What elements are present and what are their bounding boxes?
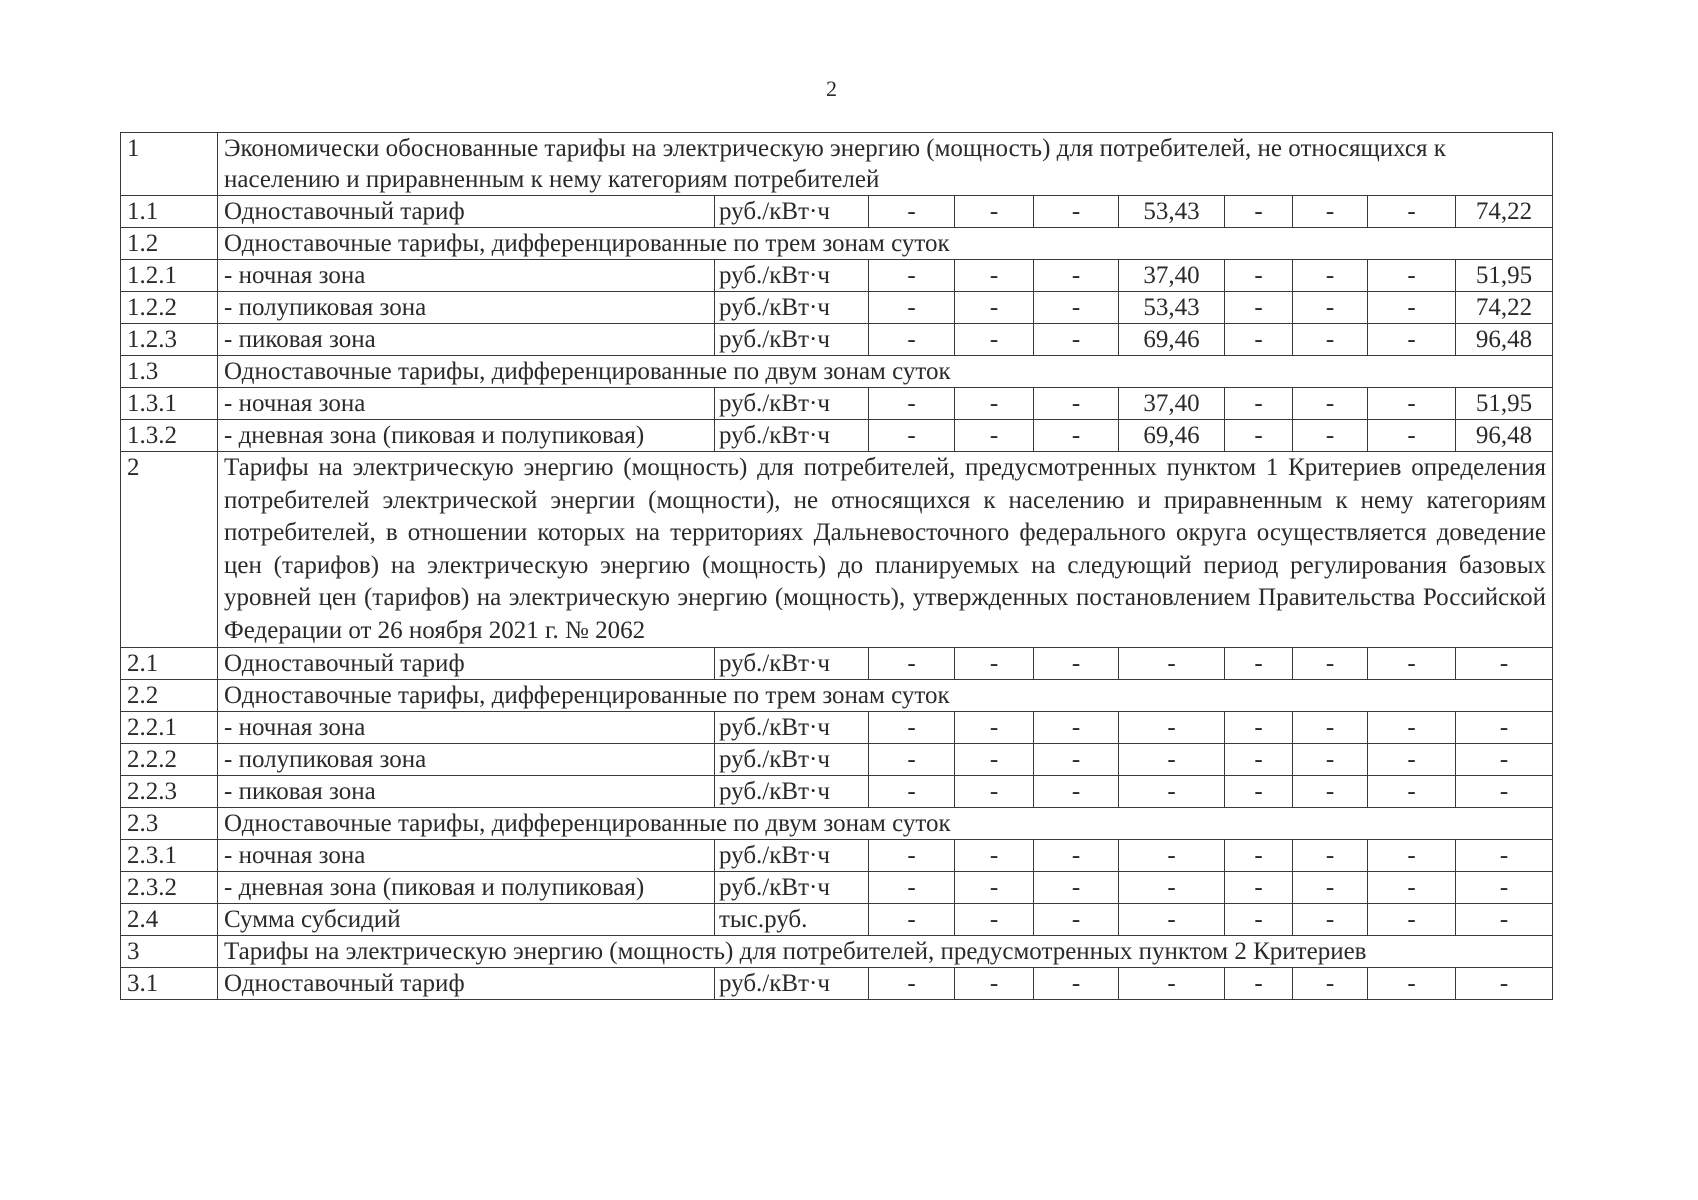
value-cell: -: [1293, 260, 1368, 292]
value-cell: -: [869, 196, 955, 228]
table-row: [121, 324, 1553, 356]
row-name: - ночная зона: [218, 260, 715, 292]
value-cell: -: [1034, 904, 1119, 936]
value-cell: -: [869, 776, 955, 808]
value-cell: -: [1456, 968, 1553, 1000]
section-row: [121, 356, 1553, 388]
value-cell: 51,95: [1456, 388, 1553, 420]
row-unit: руб./кВт·ч: [715, 968, 869, 1000]
row-name: - полупиковая зона: [218, 744, 715, 776]
value-cell: -: [1293, 744, 1368, 776]
value-cell: -: [1456, 840, 1553, 872]
value-cell: -: [1034, 872, 1119, 904]
value-cell: 69,46: [1119, 324, 1225, 356]
row-code: 2.2.2: [121, 744, 218, 776]
section-row: [121, 936, 1553, 968]
value-cell: -: [1293, 776, 1368, 808]
value-cell: -: [955, 292, 1034, 324]
tariff-body: [121, 133, 1553, 1000]
value-cell: -: [1034, 196, 1119, 228]
table-row: [121, 420, 1553, 452]
section-title: Экономически обоснованные тарифы на электрическую энергию (мощность) для потребителей, не относящихся к населению и приравненным к нему категориям потребителей: [218, 133, 1553, 196]
section-row: [121, 808, 1553, 840]
value-cell: 74,22: [1456, 196, 1553, 228]
row-unit: руб./кВт·ч: [715, 324, 869, 356]
table-row: [121, 292, 1553, 324]
value-cell: -: [955, 388, 1034, 420]
value-cell: -: [1225, 388, 1293, 420]
value-cell: -: [869, 840, 955, 872]
value-cell: -: [1293, 872, 1368, 904]
row-code: 1.2: [121, 228, 218, 260]
value-cell: -: [1368, 712, 1456, 744]
value-cell: -: [1293, 904, 1368, 936]
value-cell: -: [1034, 292, 1119, 324]
value-cell: -: [869, 968, 955, 1000]
value-cell: -: [1456, 872, 1553, 904]
value-cell: -: [1225, 420, 1293, 452]
section-row: [121, 452, 1553, 648]
row-code: 3.1: [121, 968, 218, 1000]
table-row: [121, 648, 1553, 680]
value-cell: -: [1034, 648, 1119, 680]
row-name: - дневная зона (пиковая и полупиковая): [218, 872, 715, 904]
row-code: 1.3: [121, 356, 218, 388]
value-cell: -: [1368, 904, 1456, 936]
value-cell: -: [1293, 968, 1368, 1000]
row-code: 1.3.2: [121, 420, 218, 452]
value-cell: -: [1034, 712, 1119, 744]
value-cell: -: [1368, 196, 1456, 228]
row-unit: руб./кВт·ч: [715, 744, 869, 776]
value-cell: -: [1225, 260, 1293, 292]
value-cell: 96,48: [1456, 420, 1553, 452]
value-cell: -: [955, 196, 1034, 228]
row-name: Одноставочный тариф: [218, 968, 715, 1000]
row-name: - ночная зона: [218, 840, 715, 872]
value-cell: -: [955, 904, 1034, 936]
page-number: 2: [826, 76, 837, 101]
value-cell: -: [1225, 196, 1293, 228]
row-code: 2: [121, 452, 218, 648]
row-code: 2.2: [121, 680, 218, 712]
row-name: - пиковая зона: [218, 324, 715, 356]
value-cell: -: [1293, 292, 1368, 324]
value-cell: -: [1225, 968, 1293, 1000]
value-cell: 37,40: [1119, 388, 1225, 420]
value-cell: -: [1368, 388, 1456, 420]
value-cell: -: [1034, 388, 1119, 420]
value-cell: -: [1225, 648, 1293, 680]
value-cell: -: [955, 420, 1034, 452]
value-cell: -: [955, 840, 1034, 872]
row-unit: руб./кВт·ч: [715, 712, 869, 744]
value-cell: -: [1034, 260, 1119, 292]
value-cell: -: [869, 388, 955, 420]
table-row: [121, 744, 1553, 776]
row-unit: руб./кВт·ч: [715, 648, 869, 680]
value-cell: -: [1368, 872, 1456, 904]
row-code: 1.2.1: [121, 260, 218, 292]
value-cell: -: [869, 872, 955, 904]
row-code: 2.2.1: [121, 712, 218, 744]
row-name: - ночная зона: [218, 388, 715, 420]
value-cell: -: [955, 872, 1034, 904]
value-cell: -: [955, 324, 1034, 356]
row-code: 1: [121, 133, 218, 196]
value-cell: -: [1293, 840, 1368, 872]
row-unit: руб./кВт·ч: [715, 292, 869, 324]
value-cell: -: [955, 744, 1034, 776]
section-row: [121, 228, 1553, 260]
value-cell: -: [1119, 648, 1225, 680]
value-cell: -: [869, 260, 955, 292]
row-code: 2.3.1: [121, 840, 218, 872]
row-unit: руб./кВт·ч: [715, 872, 869, 904]
value-cell: -: [1368, 840, 1456, 872]
value-cell: -: [955, 968, 1034, 1000]
row-name: - пиковая зона: [218, 776, 715, 808]
value-cell: -: [955, 776, 1034, 808]
value-cell: -: [955, 648, 1034, 680]
value-cell: -: [1456, 712, 1553, 744]
value-cell: -: [1293, 324, 1368, 356]
value-cell: -: [869, 420, 955, 452]
section-row: [121, 680, 1553, 712]
section-title: Тарифы на электрическую энергию (мощность) для потребителей, предусмотренных пунктом 2 Критериев: [218, 936, 1553, 968]
value-cell: 74,22: [1456, 292, 1553, 324]
value-cell: -: [1225, 712, 1293, 744]
value-cell: -: [1225, 292, 1293, 324]
row-code: 3: [121, 936, 218, 968]
value-cell: -: [1225, 324, 1293, 356]
value-cell: -: [1293, 420, 1368, 452]
value-cell: -: [1225, 776, 1293, 808]
row-code: 1.1: [121, 196, 218, 228]
row-name: Одноставочный тариф: [218, 196, 715, 228]
section-title: Тарифы на электрическую энергию (мощность) для потребителей, предусмотренных пунктом 1 Критериев определения потребителей электрической энергии (мощности), не относящихся к населению и приравненным к нему категориям потребителей, в отношении которых на территориях Дальневосточного федерального округа осуществляется доведение цен (тарифов) на электрическую энергию (мощность) до планируемых на следующий период регулирования базовых уровней цен (тарифов) на электрическую энергию (мощность), утвержденных постановлением Правительства Российской Федерации от 26 ноября 2021 г. № 2062: [218, 452, 1553, 648]
table-row: [121, 388, 1553, 420]
value-cell: -: [1034, 840, 1119, 872]
row-code: 1.2.3: [121, 324, 218, 356]
value-cell: -: [1225, 904, 1293, 936]
value-cell: 96,48: [1456, 324, 1553, 356]
value-cell: -: [1368, 324, 1456, 356]
value-cell: -: [1119, 776, 1225, 808]
section-title: Одноставочные тарифы, дифференцированные по трем зонам суток: [218, 680, 1553, 712]
value-cell: -: [1225, 840, 1293, 872]
value-cell: -: [1119, 712, 1225, 744]
value-cell: -: [1034, 420, 1119, 452]
value-cell: 37,40: [1119, 260, 1225, 292]
table-row: [121, 712, 1553, 744]
value-cell: -: [955, 712, 1034, 744]
value-cell: -: [1456, 776, 1553, 808]
row-name: - полупиковая зона: [218, 292, 715, 324]
value-cell: -: [1368, 292, 1456, 324]
value-cell: -: [1225, 872, 1293, 904]
row-unit: руб./кВт·ч: [715, 196, 869, 228]
value-cell: -: [1034, 968, 1119, 1000]
row-code: 2.4: [121, 904, 218, 936]
value-cell: -: [1119, 872, 1225, 904]
row-name: Одноставочный тариф: [218, 648, 715, 680]
value-cell: -: [1225, 744, 1293, 776]
value-cell: -: [869, 904, 955, 936]
value-cell: -: [1034, 776, 1119, 808]
row-code: 2.1: [121, 648, 218, 680]
value-cell: -: [1119, 840, 1225, 872]
value-cell: -: [1368, 776, 1456, 808]
row-unit: руб./кВт·ч: [715, 420, 869, 452]
value-cell: 51,95: [1456, 260, 1553, 292]
value-cell: -: [1368, 648, 1456, 680]
value-cell: -: [1293, 648, 1368, 680]
value-cell: -: [869, 648, 955, 680]
value-cell: -: [1293, 388, 1368, 420]
value-cell: -: [869, 324, 955, 356]
row-name: - дневная зона (пиковая и полупиковая): [218, 420, 715, 452]
value-cell: -: [1368, 420, 1456, 452]
row-unit: руб./кВт·ч: [715, 840, 869, 872]
row-unit: руб./кВт·ч: [715, 388, 869, 420]
row-code: 1.2.2: [121, 292, 218, 324]
value-cell: 53,43: [1119, 196, 1225, 228]
row-unit: руб./кВт·ч: [715, 260, 869, 292]
row-code: 2.3: [121, 808, 218, 840]
table-row: [121, 196, 1553, 228]
row-name: Сумма субсидий: [218, 904, 715, 936]
table-row: [121, 260, 1553, 292]
value-cell: -: [1368, 744, 1456, 776]
value-cell: -: [1293, 196, 1368, 228]
value-cell: 69,46: [1119, 420, 1225, 452]
row-unit: тыс.руб.: [715, 904, 869, 936]
tariff-table: [120, 132, 1553, 1000]
table-row: [121, 872, 1553, 904]
value-cell: -: [1034, 744, 1119, 776]
table-row: [121, 776, 1553, 808]
table-row: [121, 840, 1553, 872]
table-row: [121, 904, 1553, 936]
value-cell: -: [869, 292, 955, 324]
value-cell: -: [869, 712, 955, 744]
value-cell: -: [955, 260, 1034, 292]
value-cell: -: [1456, 904, 1553, 936]
value-cell: -: [1456, 648, 1553, 680]
section-title: Одноставочные тарифы, дифференцированные по двум зонам суток: [218, 356, 1553, 388]
value-cell: -: [1119, 744, 1225, 776]
section-title: Одноставочные тарифы, дифференцированные по трем зонам суток: [218, 228, 1553, 260]
row-code: 2.2.3: [121, 776, 218, 808]
row-code: 1.3.1: [121, 388, 218, 420]
section-row: [121, 133, 1553, 196]
value-cell: -: [1368, 260, 1456, 292]
value-cell: -: [1119, 904, 1225, 936]
value-cell: 53,43: [1119, 292, 1225, 324]
value-cell: -: [1456, 744, 1553, 776]
value-cell: -: [1293, 712, 1368, 744]
section-title: Одноставочные тарифы, дифференцированные по двум зонам суток: [218, 808, 1553, 840]
row-unit: руб./кВт·ч: [715, 776, 869, 808]
value-cell: -: [1034, 324, 1119, 356]
table-row: [121, 968, 1553, 1000]
value-cell: -: [1119, 968, 1225, 1000]
value-cell: -: [869, 744, 955, 776]
value-cell: -: [1368, 968, 1456, 1000]
row-code: 2.3.2: [121, 872, 218, 904]
row-name: - ночная зона: [218, 712, 715, 744]
